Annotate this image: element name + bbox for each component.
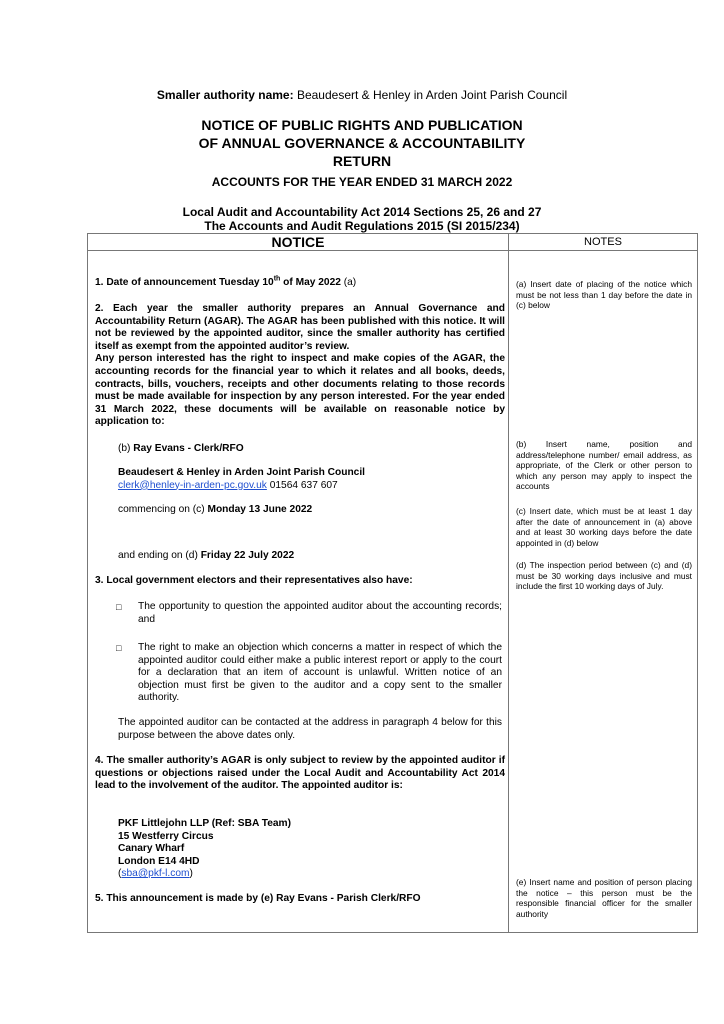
paragraph-4: 4. The smaller authority’s AGAR is only subject to review by the appointed auditor if questions or objections raised under the Local Audit and Accountability Act 2014 lead to the involvement of the auditor. The appointed auditor is: [95, 755, 505, 792]
act-line-1: Local Audit and Accountability Act 2014 Sections 25, 26 and 27 [182, 205, 542, 219]
ref-b: (b) [118, 443, 134, 454]
council-name: Beaudesert & Henley in Arden Joint Parish Council [118, 467, 366, 478]
council-contact [118, 467, 498, 492]
commencing-line [118, 504, 498, 517]
contact-name: Ray Evans - Clerk/RFO [133, 443, 244, 454]
ending-label: and ending on (d) [118, 550, 201, 561]
paren-open: ( [118, 868, 122, 879]
notice-title [0, 116, 724, 170]
contact-person [118, 443, 498, 456]
auditor-line-1: PKF Littlejohn LLP (Ref: SBA Team) [118, 818, 291, 829]
auditor-contact-note: The appointed auditor can be contacted at the address in paragraph 4 below for this purpose between the above dates only. [118, 717, 502, 741]
column-divider [508, 234, 509, 932]
checkbox-bullet-icon: □ [116, 602, 122, 612]
bullet-question-auditor: The opportunity to question the appointed auditor about the accounting records; and [138, 601, 502, 625]
council-phone: 01564 637 607 [266, 479, 338, 491]
note-e: (e) Insert name and position of person placing the notice – this person must be the responsible financial officer for the smaller authority [516, 877, 692, 919]
commencing-label: commencing on (c) [118, 504, 208, 515]
notice-column-header: NOTICE [271, 234, 325, 250]
note-a: (a) Insert date of placing of the notice which must be not less than 1 day before the date in (c) below [516, 279, 692, 310]
auditor-line-4: London E14 4HD [118, 855, 200, 867]
paragraph-2-body: Any person interested has the right to inspect and make copies of the AGAR, the accounting records for the financial year to which it relates and all books, deeds, contracts, bills, vouchers, receipts and other documents relating to those records must be made available for inspection by any person interested. For the year ended 31 March 2022, these documents will be available on reasonable notice by application to: [95, 353, 505, 428]
note-d: (d) The inspection period between (c) and (d) must be 30 working days inclusive and must include the first 10 working days of July. [516, 560, 692, 591]
commencing-date: Monday 13 June 2022 [207, 504, 313, 515]
paragraph-1 [95, 277, 505, 290]
auditor-address [118, 818, 498, 868]
announcement-date: 1. Date of announcement Tuesday 10th of May 2022 [95, 275, 341, 288]
auditor-line-2: 15 Westferry Circus [118, 830, 214, 842]
paren-close: ) [189, 868, 193, 879]
paragraph-5: 5. This announcement is made by (e) Ray Evans - Parish Clerk/RFO [95, 893, 421, 904]
act-line-2: The Accounts and Audit Regulations 2015 (SI 2015/234) [204, 219, 520, 233]
paragraph-2-intro: 2. Each year the smaller authority prepares an Annual Governance and Accountability Return (AGAR). The AGAR has been published with this notice. It will not be reviewed by the appointed auditor, since the smaller authority has certified itself as exempt from the appointed auditor’s review. [95, 303, 505, 352]
note-b: (b) Insert name, position and address/telephone number/ email address, as appropriate, of the Clerk or other person to which any person may apply to inspect the accounts [516, 439, 692, 491]
authority-line [0, 88, 724, 102]
council-email-link[interactable]: clerk@henley-in-arden-pc.gov.uk [118, 479, 267, 491]
ending-date: Friday 22 July 2022 [200, 550, 295, 561]
checkbox-bullet-icon: □ [116, 643, 122, 653]
authority-name: Beaudesert & Henley in Arden Joint Parish Council [296, 88, 568, 102]
authority-label: Smaller authority name: [156, 88, 294, 102]
ending-line [118, 550, 498, 563]
paragraph-3: 3. Local government electors and their representatives also have: [95, 575, 413, 586]
title-line-1: NOTICE OF PUBLIC RIGHTS AND PUBLICATION [201, 117, 523, 133]
auditor-email-line [118, 868, 498, 881]
notes-column-header: NOTES [584, 236, 622, 248]
legislation [0, 205, 724, 233]
header-divider [88, 250, 697, 251]
auditor-email-link[interactable]: sba@pkf-l.com [121, 868, 190, 879]
accounts-year: ACCOUNTS FOR THE YEAR ENDED 31 MARCH 2022 [211, 175, 513, 189]
bullet-objection: The right to make an objection which concerns a matter in respect of which the appointed auditor could either make a public interest report or apply to the court for a declaration that an item of account is unlawful. Written notice of an objection must first be given to the auditor and a copy sent to the smaller authority. [138, 642, 502, 704]
paragraph-2 [95, 303, 505, 429]
title-line-3: RETURN [332, 153, 392, 169]
note-c: (c) Insert date, which must be at least 1 day after the date of announcement in (a) above and at least 30 working days before the date appointed in (d) below [516, 506, 692, 548]
ref-a: (a) [340, 277, 357, 288]
auditor-line-3: Canary Wharf [118, 843, 185, 855]
council-email-phone [118, 480, 498, 493]
title-line-2: OF ANNUAL GOVERNANCE & ACCOUNTABILITY [198, 135, 526, 151]
